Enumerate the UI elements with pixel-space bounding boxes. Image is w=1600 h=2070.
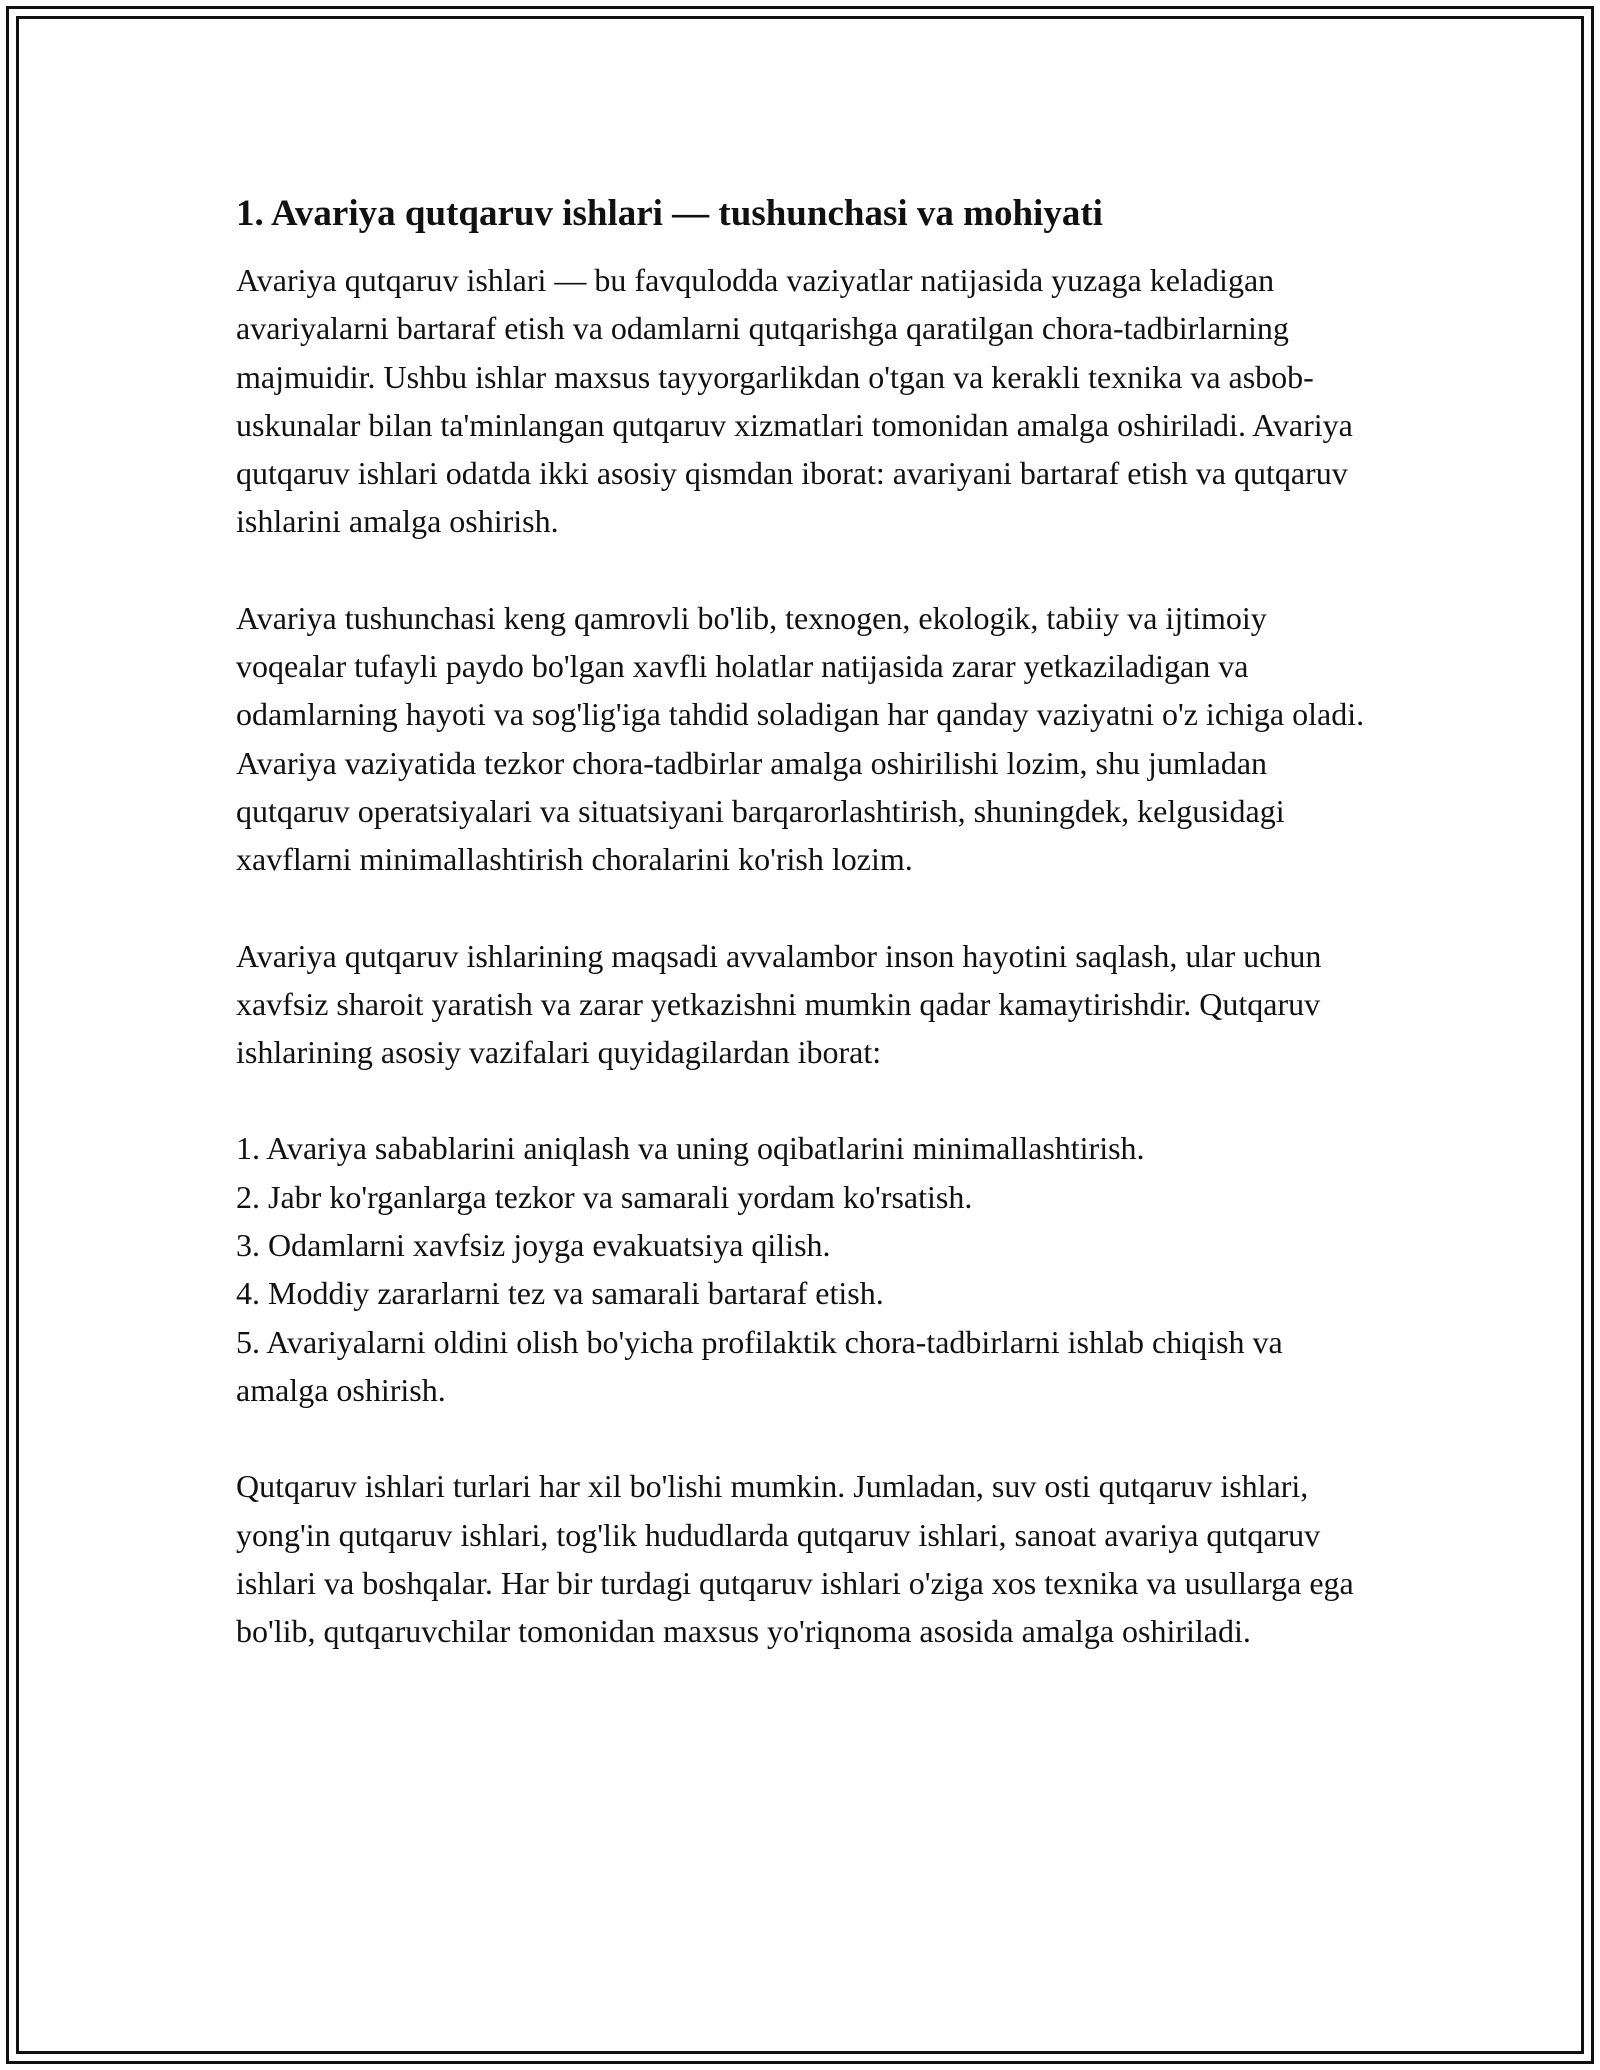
paragraph-goals: Avariya qutqaruv ishlarining maqsadi avvalambor inson hayotini saqlash, ular uchun xavfsiz sharoit yaratish va zarar yetkazishni mumkin qadar kamaytirishdir. Qutqaruv ishlarining asosiy vazifalari quyidagilardan iborat: [236,937,1322,1071]
list-item: 5. Avariyalarni oldini olish bo'yicha profilaktik chora-tadbirlarni ishlab chiqish va amalga oshirish. [236,1323,1283,1408]
paragraph-concept: Avariya tushunchasi keng qamrovli bo'lib, texnogen, ekologik, tabiiy va ijtimoiy voqealar tufayli paydo bo'lgan xavfli holatlar natijasida zarar yetkaziladigan va odamlarning hayoti va sog'lig'iga tahdid soladigan har qanday vaziyatni o'z ichiga oladi. Avariya vaziyatida tezkor chora-tadbirlar amalga oshirilishi lozim, shu jumladan qutqaruv operatsiyalari va situatsiyani barqarorlashtirish, shuningdek, kelgusidagi xavflarni minimallashtirish choralarini ko'rish lozim. [236,599,1365,878]
tasks-list [236,1124,1366,1414]
list-item: 4. Moddiy zararlarni tez va samarali bartaraf etish. [236,1275,884,1312]
list-item: 2. Jabr ko'rganlarga tezkor va samarali yordam ko'rsatish. [236,1178,973,1215]
paragraph-definition: Avariya qutqaruv ishlari — bu favqulodda vaziyatlar natijasida yuzaga keladigan avariyalarni bartaraf etish va odamlarni qutqarishga qaratilgan chora-tadbirlarning majmuidir. Ushbu ishlar maxsus tayyorgarlikdan o'tgan va kerakli texnika va asbob-uskunalar bilan ta'minlangan qutqaruv xizmatlari tomonidan amalga oshiriladi. Avariya qutqaruv ishlari odatda ikki asosiy qismdan iborat: avariyani bartaraf etish va qutqaruv ishlarini amalga oshirish. [236,262,1353,540]
list-item: 3. Odamlarni xavfsiz joyga evakuatsiya qilish. [236,1227,831,1264]
document-body [236,180,1366,1703]
list-item: 1. Avariya sabablarini aniqlash va uning oqibatlarini minimallashtirish. [236,1130,1145,1167]
section-heading: 1. Avariya qutqaruv ishlari — tushunchasi va mohiyati [236,193,1103,234]
paragraph-types: Qutqaruv ishlari turlari har xil bo'lishi mumkin. Jumladan, suv osti qutqaruv ishlari, yong'in qutqaruv ishlari, tog'lik hududlarda qutqaruv ishlari, sanoat avariya qutqaruv ishlari va boshqalar. Har bir turdagi qutqaruv ishlari o'ziga xos texnika va usullarga ega bo'lib, qutqaruvchilar tomonidan maxsus yo'riqnoma asosida amalga oshiriladi. [236,1468,1354,1650]
